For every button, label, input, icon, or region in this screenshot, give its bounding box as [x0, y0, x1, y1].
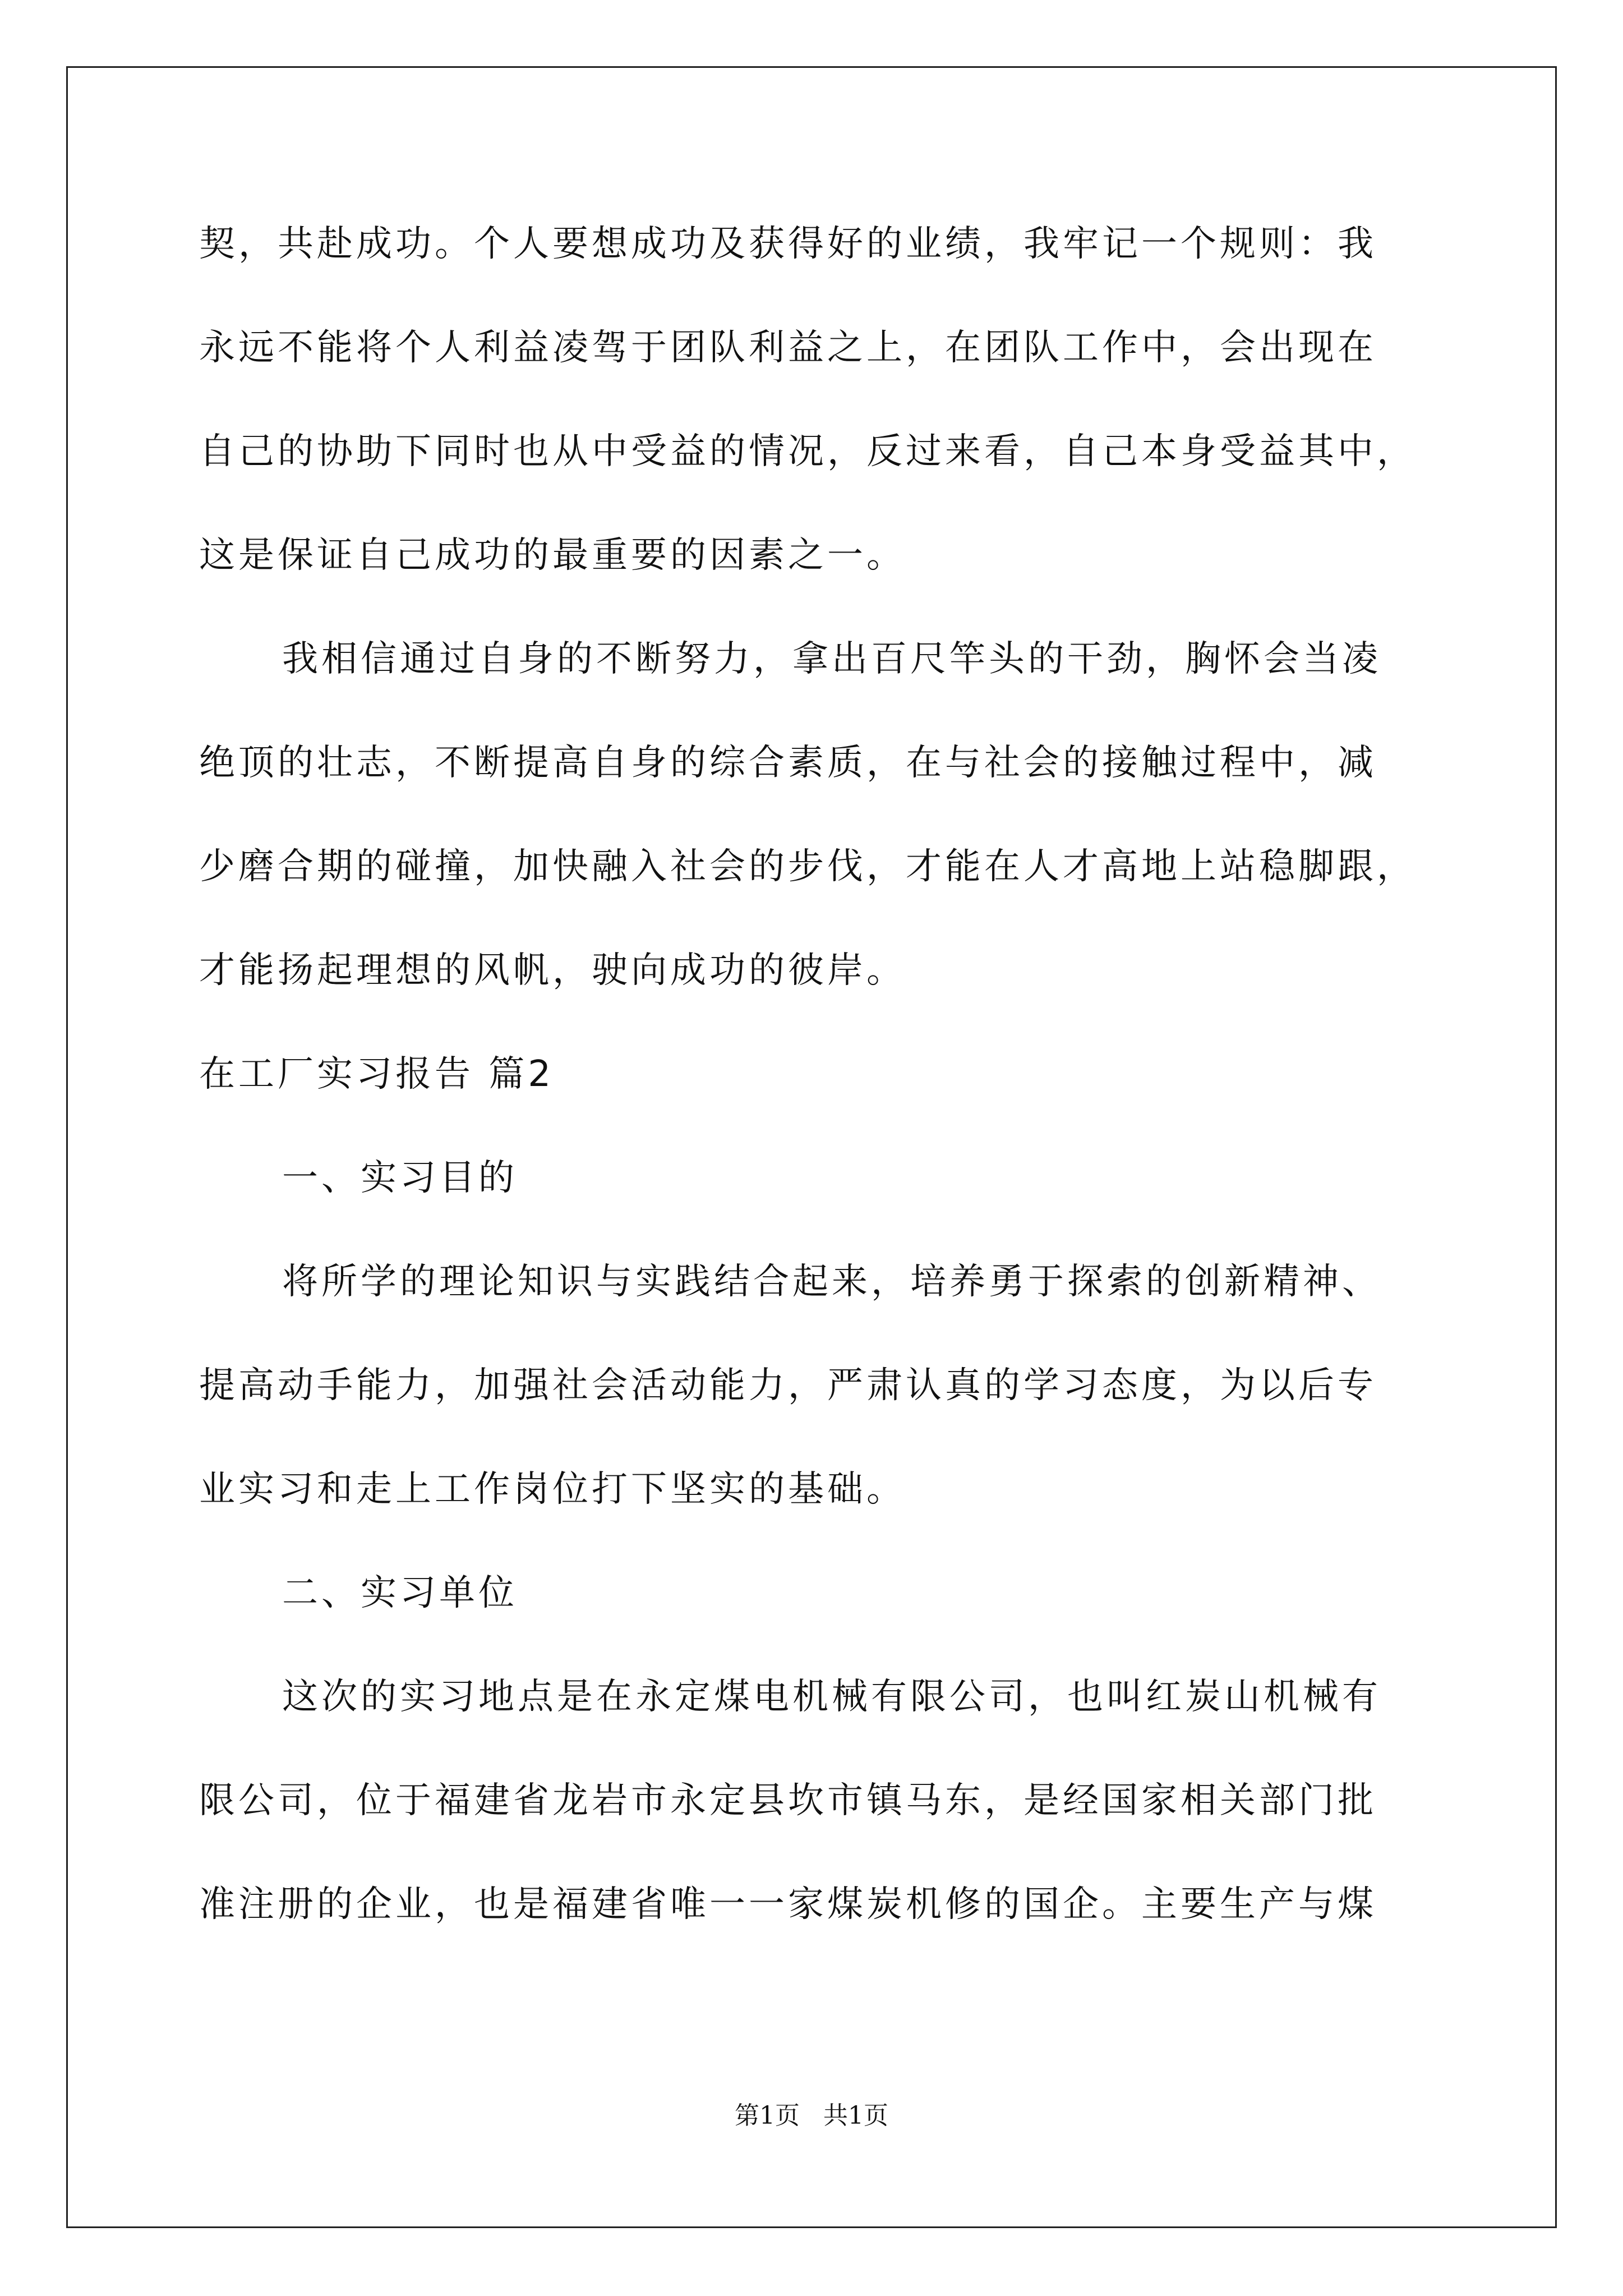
text-line: 自己的协助下同时也从中受益的情况，反过来看，自己本身受益其中， — [199, 431, 1416, 472]
text-line: 永远不能将个人利益凌驾于团队利益之上，在团队工作中，会出现在 — [199, 327, 1377, 369]
document-body — [199, 213, 1461, 1977]
text-line: 这是保证自己成功的最重要的因素之一。 — [199, 535, 906, 576]
text-line: 才能扬起理想的风帆，驶向成功的彼岸。 — [199, 950, 906, 991]
section-heading: 一、实习目的 — [282, 1157, 518, 1199]
text-line: 绝顶的壮志，不断提高自身的综合素质，在与社会的接触过程中，减 — [199, 742, 1377, 784]
text-line: 业实习和走上工作岗位打下坚实的基础。 — [199, 1469, 906, 1510]
text-line: 准注册的企业，也是福建省唯一一家煤炭机修的国企。主要生产与煤 — [199, 1884, 1377, 1925]
text-line: 提高动手能力，加强社会活动能力，严肃认真的学习态度，为以后专 — [199, 1365, 1377, 1406]
page-total: 共1页 — [823, 2101, 888, 2130]
page-number: 第1页 — [735, 2101, 800, 2130]
paragraph-first-line: 这次的实习地点是在永定煤电机械有限公司，也叫红炭山机械有 — [282, 1676, 1381, 1718]
text-line: 限公司，位于福建省龙岩市永定县坎市镇马东，是经国家相关部门批 — [199, 1780, 1377, 1821]
section-heading: 二、实习单位 — [282, 1572, 518, 1614]
page-footer — [0, 2095, 1623, 2131]
section-title: 在工厂实习报告 篇2 — [199, 1053, 555, 1095]
paragraph-first-line: 将所学的理论知识与实践结合起来，培养勇于探索的创新精神、 — [282, 1261, 1381, 1303]
paragraph-first-line: 我相信通过自身的不断努力，拿出百尺竿头的干劲，胸怀会当凌 — [282, 638, 1381, 680]
text-line: 契，共赴成功。个人要想成功及获得好的业绩，我牢记一个规则：我 — [199, 223, 1377, 265]
text-line: 少磨合期的碰撞，加快融入社会的步伐，才能在人才高地上站稳脚跟， — [199, 846, 1416, 887]
